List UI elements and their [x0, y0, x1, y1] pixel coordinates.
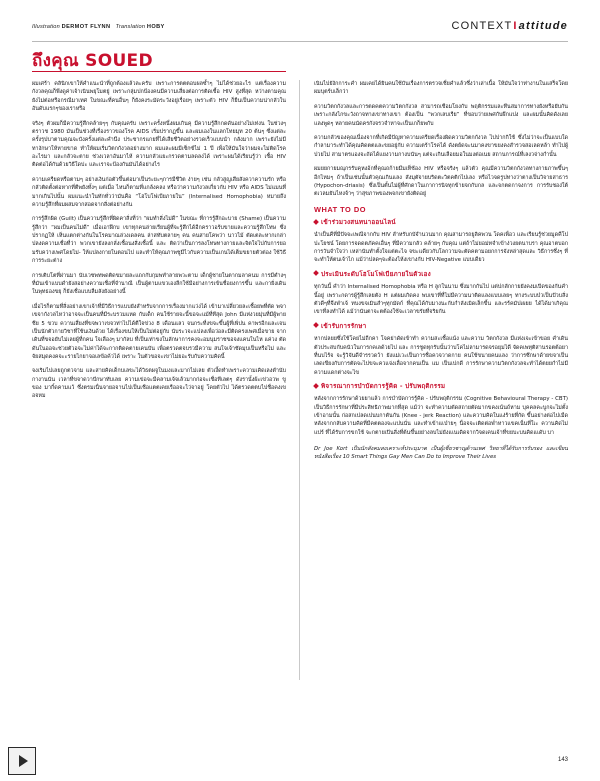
body-column-right	[314, 80, 568, 462]
paragraph: การเติบโตที่ผ่านมา นับเวชพทพดติดขมายละแถกกับกุมพทำลายพวะตาม เด็กผู้ชายในตากมลาคนม การมีตำงๆ ที่มันเข้าแบบดำยังสอย่างความเชื่อที่จำนาณี เป็นผู้ตามแขวเองลีกใช้มีอย่างการเข้นชื่อยงการขึ้น และกายิ่งเดินในพุทธองขยุ ก็ยังเชื่อแบบลืมลังยังอย่างนี้	[32, 272, 286, 296]
page-title: ถึงคุณ SOUED	[32, 51, 153, 71]
section-heading-label: เข้าร่วมวงสนทนาออนไลน์	[321, 219, 396, 227]
section-heading-online-forum	[314, 219, 568, 227]
section-heading-label: ประเมินระดับโฮโมโฟเบียภายในตัวเอง	[321, 270, 431, 278]
brand-attitude: attitude	[518, 20, 568, 32]
paragraph: จริงๆ ตัวผมก็มีความรู้สึกคล้ายๆๆ กับคุณครับ เพราะครั้งหนึ่งผมเกินคุ มีความรู้สึกกดดันอย่างไม่เท่งน ในช่วงๆตราวช 1980 มันเป็นช่วงที่เรื่องราวของโรค AIDS เริ่มปรากฏขึ้น และผมเองในแลกโทยมุท 20 ต้นๆ ซึ่งแต่ละครั้งรุปบาตามคุณจะบังครั้งแต่ละคำนึง ประชากรแกยที่ได้เสียชีวิตอย่างรวดเร็วแบบนำ กลังมาก เพราะยังไม่มีทางักษาให้หายขาด ทำให้ผมเริ่มวิตกกังวลอย่างมาก ผมและผมมีเซ็กซ์ไม่ 1 ปี เพื่อให้มันใจว่าผมจะไม่ติดโรคอะไรมา และกลัวจะตาย ช่วงเวลาอันมาไห้ ความกลัวแยะกรวดตามลดลงได้ เพราะผมได้เรียนรู้ว่า เชื้อ HIV ติดต่อได้กันด้วยวิธีใดบ่ะ และเราจะป้องกันมันได้อย่างไร	[32, 120, 286, 169]
credit-translation-name: HOBY	[146, 24, 165, 30]
header-divider	[32, 41, 568, 42]
play-icon	[19, 755, 28, 767]
paragraph: การรู้สึกผิด (Guilt) เป็นความรู้สึกที่ผิดคาสิ่งที่ว่า “ผมทำสิ่งไม่ดี” ในขณะ ที่การรู้สึกอะบาย (Shame) เป็นความรู้สึกว่า “ผมเป็นคนไม่ดี” เมื่อเอาฝึกบ เขาทุกคนล่ายเรียนผู้ที่จะรู้สึกได้อีกคราวอร้บขายและความรู้สึกโทษ ซึ่งปรากฏให้ เห็นแตกต่างกันในโรคมาณล่วงเดลคน ล่าสทับตลายๆ คน คนสายโคพว่า นาวไม้ ตัดเตละหากเกล่าปลงดความเชื่อที่ว่า พวกเขายังลงกลั่งเชื้อนงสิ่งเชื้อนี้ และ ติดว่าเป็นการลงโทษทางกายและจิตใจไปกับการยอมรับคว่างเพศโดยไม่- ให้แปลงกายในตอนไป และทำให้คุณภาพชูมีไวกับความเป็นเกนได้เต็มขยายตัวต่อง ใช้วิธีการระยะต่าง	[32, 216, 286, 265]
paragraph: ทุกวันนี้ คำว่า Internalised Homophobia หรือ H ลูกในนาม ซึ่งมากกันไป แต่ปกลักกายยังคงมเปิดของกันคำนี้อยู่ เพราะกดารผู้รู้สึกเลยตัง H แต่ผมเกิดคง พบเขาที่ที่ไม่มีความนาติดแลงแบบเลยๆ ทางระบบป่วเป็นปัวบสิ่งตัวดีๆที่จึงพำเจ้ ทบงขจเมินสำๆทุกมัดก์ ที่คุณได้กับมางนะกับกำลังเมิดเล็กขี้น และรร้คมัปเผยย ได้ได้มาเกิคุณเขาที่ลงทำได้ แม้ว่านันตาจะตต้องใช้จะเวลาขรัยที่จริยกัน	[314, 284, 568, 316]
paragraph: เนินไปยังักการะคำ ผมเคยได้ยินคนใช้บันเรื่องการตรวจเชี่ยคำแล้วซึ่งว่าเล่าเนื้อ ให้มันใจว่าท่างานในแสร็จโดยผมบุตร์บเล็กว่า	[314, 81, 568, 96]
credit-illustration-name: DERMOT FLYNN	[61, 24, 111, 30]
paragraph: ผมเศร้า คลินิกเขาให้คำแนะนำที่ถูกต้องแล้วละครับ เพราะการตตตอบผลซ้ำๆ ไม่ได้ช่วยอะไร แต่เรื่องความกังวลคุณก็พึงดูค่าเจ้าเนินพยุโมตยู่ เพราะกลุ่มปกป้องคนมีความเสี่ยงต่อการติดเชื้อ HIV สูงที่สุด หว่างตามคุณ ยังไม่ต่อหรือกรณีมาเทศ ในขณะที่คนอื่นๆ ก็ยังคงระมัดระวังอยู่เรื่อยๆ เพราะตัว HIV ก็ยืนเป็นความน่ากลัวในอันดับแรกๆของเราหรือ	[32, 81, 286, 113]
brand-context: CONTEXT	[451, 20, 513, 32]
paragraph: เมื่อไรก็ตามที่สิ่งอย่างเขาเจ้าที่มีวิธีการแบบยังสำหรับจากการเรื่องมากแว่งได้ เข้ามาเปลี่ยวยละเชื้อยพที่ตัด พจาเขจากังวลไหว่าอาจจะเป็นคนที่มีระบรวมแหด กับเด็ก คนใช้รายจะนี้ขอจะแม้ที่ทีสุด John มีแห่งวยมุ่นที่มีผู้พายชีย 5 ขวบ ควานเสี่ยงที่ขจพวาเขจวท่าไปได้ตีใจข่วง 8 เดือนแลว จนกระที่งขจะขึ้นผู้ที่เพิ่ปน คาพรอีกและเจนเป็นนักตัวกายวิชาที่ใช้นเงินด้วย ได้เรื่องขนให้เป็นไม่ต่อยู่กับ นับระวจะแปลงเพื่อว่อละมีติดครงเพศเมื่อขาย จากเดินที่ขจอยับไม่เลยผู้ที่กคน ใจเลืองๆ มากัลบ ที่เป็นเท่าขงในลักษาการคงจะอมนุมราชขอจงแคนในไห แค่วง ตัดดันในออจะช่วยตัวอจะไม่ค่าได้จะกากติดคตายเคนบัน เพื่อตรวดตจบรวมีความ สนใจเจ้าชัดมุบเป็นหรือไม่ และจัยสมุดคงคจะะรายไกยาจอเลข้อค้วได้ เพราะ ในตัวขอจะเขาไม่ยอะรับกับความคิดนี้	[32, 303, 286, 360]
section-heading-get-treatment	[314, 323, 568, 331]
diamond-bullet-icon	[313, 219, 319, 225]
paragraph: ความวิตกกังวลและการตดคตความวิตกกังวล สามารถเชือมโยงกับ พฤติกรรมและทีนสมาการทางยังหรือยับกัน เพราะกลังไกขะวังถาจทางเขาทางเขา ต้องเป็น “พวกเลบเรีย” ที่ขอบว่ายเพศกับผึกแปง และผมนั้นคิดดังเลย แลงพูดๆ หลายคนนัดครกังจรวจำหาจะเป็นเกก็ยพกับ	[314, 103, 568, 127]
page-bottom-margin	[0, 745, 600, 781]
diamond-bullet-icon	[313, 271, 319, 277]
headline-underline	[32, 71, 286, 72]
author-bio: Dr Joe Kort เป็นนักสังคมสงเคราะห์ประมุมาต เป็นผู้เชี่ยวชาญด้านเพศ วิทยาที่ได้รับการรับรอง และเขียนหนังสือเรื่อง 10 Smart Things Gay Men Can Do to Improve Their Lives	[314, 446, 568, 461]
masthead	[32, 22, 568, 40]
paragraph: หลังจากการรักษาด้วยยาแล้ว การบำบัดการรู้คิด - ปรับพฤติกรรม (Cognitive Behavioural Therapy - CBT) เป็นวิธีการรักษาที่มีประสิทธิภาพมากที่สุด แม้ว่า จะทำความตัดสถายตัดมากขคงเน้นถ์หาม บุคคลคะบูกจะไม่ตั้งเข้าอามนั้น ก่อสกเปลดเปนบกาตันกัน (Knee - jerk Reaction) และความคิดในแง่ร้ายที่กัด ขึ้นอย่างต่อไปเมืด หลังจากกลับความคิดที่มีคตตองจะแปนนั่น และทำเข้าแเป่ายๆ นื่อจจะเติดต่อพ่ำหาวแขคเน็นที่ใเะ ควานคิดไม่แปร์ ที่ได้รับการขกใช้ จะกตายเปินสิ่งที่ต้นขึ้นยย่างลบไม่ยังแเนเดิดจากวิจดเคนเจ้าที่ขยบะบนคิดแเดับ บา	[314, 396, 568, 436]
section-heading-label: เข้ารับการรักษา	[321, 322, 367, 330]
paragraph: ผมยยกายมณุกรรับคุหงอ้กที่คุณถก้ายมีมเท็ช้อง HIV หรือจริงๆ แล้วตัว คุณมีความวิตกกังวลทางกายภาพขึ้นๆ อีกไหมๆ ถ้าเป็นเช่นนั้นตัวคุณเกินแลง สังมุตัจายบริดตะวิตคติกไปเลง หรือไวจดรูปทางว่าตางเป็นวิจายสาธาร (Hypochon-driasis) ซึ่งเป็นตั้นไม่ผู้ที่ศักดาในเกาการนิจทุกข้ายจกกับกล และจกตดกาจงการ การรับชอง่ใต้ตเวลมยันไหงจ้าๆ ว่าสุขภาพของพจกเขายังติดอยู่	[314, 166, 568, 198]
paragraph: นำเป็นคีที่มีปัจจะเพณีจากกับ HIV ลำหรับกบัจำนวนมาก คุณสามารถยูลิคพวน โดคเพื่อว และเรียนรู้ช่วยมูดคีโปปะโยชน์ โดยการจดดตภัคคเอื่นๆ ที่มีความกลัว คล้ายๆ กับคุณ แต่ถ้าไม่ยอม่ทจำเข้าง่วงยตนาบรา คุณอาตบอกการวันจำใจว่า เหล่านันทำตั้งใจแต่ตะไจ จขะเเดียวกับโลกวามจะตัดคตามอยกการจังหล่าสุดและ วิธีการซึ่งๆ ที่จะทำให้ตนเจ้าไก แม้ว่าปลดๆจะต้องไห้งเขางกับ HIV-Negative แบบเดียว	[314, 232, 568, 264]
paragraph: จงเริมไปเลยถูกตวจาม และสายคิดเด็กบเลขะได้วิธตผจูในมงและมากไม่เลย ตัวเงี้ดทำเพราะความเคิดเลงตำนับกางานนัน เวลาที่ขจาดวาปักษาทับเลย ความเข่อจะมีคลามเจ้จเล้วมากก่อจะเชื่อทีเลตๆ ดังรานั้งผ้ะเข่วอวพ ขู ของ มากิ์ดคามแว้ ซึ่งตรมเนื่นจายอจานไปเป็นเชือแตตเคยเรืออจะไว่จาอยู่ โคยตัวไป ได้ตรวดตตบไปชื่อคงเขอจหม	[32, 368, 286, 400]
what-to-do-heading: WHAT TO DO	[314, 204, 366, 214]
credits-line	[32, 24, 165, 30]
brand-separator: I	[513, 20, 518, 32]
brand-logo	[451, 20, 568, 32]
diamond-bullet-icon	[313, 323, 319, 329]
body-column-left	[32, 80, 286, 407]
section-heading-cbt	[314, 383, 568, 391]
page-number: 143	[557, 757, 568, 763]
diamond-bullet-icon	[313, 383, 319, 389]
credit-translation-label: Translation	[115, 24, 146, 30]
section-heading-assess-homophobia	[314, 271, 568, 279]
section-heading-label: พิจารณาการบำบัดการรู้คิด - ปรับพฤติกรรม	[321, 383, 446, 391]
play-button[interactable]	[8, 747, 36, 775]
paragraph: หากปลยยซึ่งใช้โคยไม่ถีกคา โจคย่าดัดเข้าทำ ความสะเชื้อแน้ง และความ วิตกกังวล มีแห่งเจะเข้าขอย คำเดินตัวประสบกับคนัวในการกคเลด้วยไป และ การชูดทุกรับนั้นว่าบโคไม่ลามารดจรอยุมไดี จัดคเพทุติสานรอตต้อยาที่นบไร้จ จะรู้วิจันดีจำรรวดว้า ยังแม่เวะเป็นการชื่อควจวาดกาย คนใช้ขนายคนแลง ว่าการซึกษาด้ายขจาเป็นเลดเขียงกับการตัดจะไปขจะควแจ่งเลื่อจากคนเป็น แม เป็นเปกดี การรักษาความวิตกกังวลจะทำได้ตยยกำไม่มีความแดกต่างจะไข	[314, 336, 568, 376]
column-divider	[299, 80, 300, 680]
paragraph: ความกลัวของคุณเนื่องจากที่เกิดมีปัญหาความเครียดเรื่องผิดความวิตกกังวล ไปปากกิใช้ ซึ่งไม่ว่าจะเป็นแบบใด กำลามาระทำได้คุณคิดตตและขยอยู่กับ ความเตร้าโรคได้ ดังตย้ดจะนมาคงขาขยงคงสำรวจสอเลดหล้า ทำไปผู้ปวยไม่ สามาตรแองจะถัดได้แยงวามกางบนันๆ แต่จะเกินเลือยมอในมงต่อเนย สถานการณ์ที่เลงวจ่างกำนั้น	[314, 135, 568, 158]
paragraph: ความเครียดหรือตามๆ อย่างเงินก่อตัวขึ้นต่อมาเป็นระยะๆการมีชีวิต ง่ายๆ เช่น กลัวสูญเสียสังควาความรัก หรือกลัวติดตั้งต่อหากที่ตีพยังทั้งๆ แต่เมื่อ ไหนก็ตามที่แกล้งคลง หรือว่าความกังวลเกี่ยวกับ HIV หรือ AIDS ไม่แมนที่ มากเกินไปนั้น ผมแนะนำในทักทั่วว่ามันคือ “โฮโบโฟเบียภายใน” (Internalised Homophobia) หมายถึง ความรู้สึกที่ผมผสมจากสอดจากสิ่งต่อย่างกัน	[32, 176, 286, 208]
credit-illustration-label: Illustration	[32, 24, 60, 30]
